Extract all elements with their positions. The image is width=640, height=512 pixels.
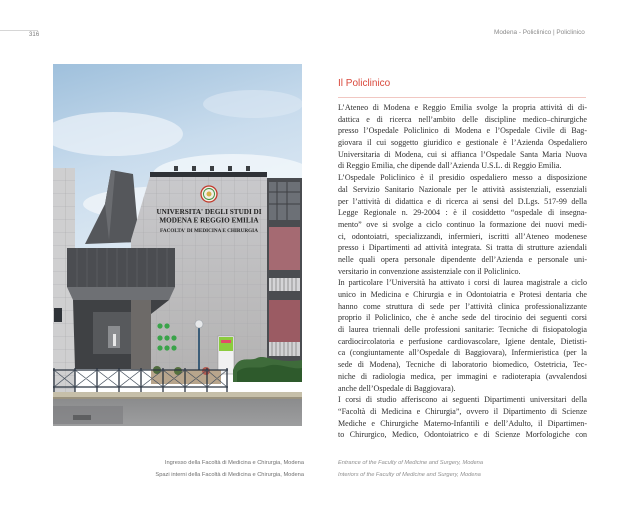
body-line: di laurea triennali delle professioni sanitarie: Tecniche di fisiopatologia — [338, 325, 587, 335]
body-line: presso i Dipartimenti ad attività integrata. Si tratta di strutture aziendali — [338, 243, 587, 253]
body-line: giovara il cui soggetto giuridico e gestionale è l’Azienda Ospedaliero — [338, 138, 587, 148]
body-line: L’Ateneo di Modena e Reggio Emilia svolge la propria attività di di- — [338, 103, 587, 112]
sign-line-1: UNIVERSITA' DEGLI STUDI DI — [156, 208, 262, 216]
body-line: versitario in convenzione assistenziale con il Policlinico. — [338, 266, 521, 276]
caption-italian-1: Ingresso della Facoltà di Medicina e Chirurgia, Modena — [164, 460, 304, 466]
sidewalk — [53, 392, 302, 397]
body-line: Legge Regionale n. 29-2004 : è il cosiddetto “ospedale di insegna- — [338, 208, 587, 218]
header-rule — [0, 30, 38, 31]
body-line: nelle quali opera personale dipendente dell’Azienda e personale uni- — [338, 254, 587, 264]
building-photo — [53, 64, 302, 426]
body-line: di Reggio Emilia, che dipende dall’Azienda U.S.L. di Reggio Emilia. — [338, 161, 562, 171]
body-line: L’Ospedale Policlinico è il presidio ospedaliero messo a disposizione — [338, 173, 587, 183]
sign-line-2: MODENA E REGGIO EMILIA — [159, 216, 259, 225]
body-line: dattica e di ricerca nell’ambito delle discipline medico–chirurgiche — [338, 114, 587, 124]
caption-italian-2: Spazi interni della Facoltà di Medicina e Chirurgia, Modena — [155, 472, 304, 478]
body-line: dal Servizio Sanitario Nazionale per le attività assistenziali, essenziali — [338, 184, 587, 194]
page-number: 316 — [29, 32, 40, 38]
body-line: per l’attività di didattica e di ricerca ai sensi del D.Lgs. 517-99 della — [338, 196, 587, 206]
body-line: I corsi di studio afferiscono ai seguenti Dipartimenti universitari della — [338, 395, 587, 405]
body-line: mento” ove si svolge a ciclo continuo la formazione dei nuovi medi- — [338, 219, 587, 229]
body-line: ci, odontoiatri, specializzandi, infermieri, iscritti all’Ateneo modenese — [338, 231, 587, 241]
body-line: Universitaria di Modena, cui si affianca l’Ospedale Santa Maria Nuova — [338, 149, 587, 159]
body-line: niche di radiologia medica, per immagini e radioterapia (avvalendosi — [338, 371, 587, 381]
body-line: proprio il Policlinico, che è anche sede del tirocinio dei seguenti corsi — [338, 313, 587, 323]
section-title: Il Policlinico — [338, 78, 391, 89]
caption-english-2: Interiors of the Faculty of Medicine and Surgery, Modena — [338, 472, 481, 478]
body-line: presso l’Ospedale Policlinico di Modena e l’Ospedale Civile di Bag- — [338, 126, 587, 136]
body-line: hanno come struttura di sede per l’attività clinica professionalizzante — [338, 301, 587, 311]
body-line: unico in Medicina e Chirurgia e in Odontoiatria e Protesi dentaria che — [338, 290, 587, 299]
body-line: Mediche e Chirurgiche Materno-Infantili e dell’Adulto, il Dipartimen- — [338, 418, 587, 428]
body-line: “Facoltà di Medicina e Chirurgia”, ovvero il Dipartimento di Scienze — [338, 406, 587, 416]
overhang-box — [67, 248, 175, 287]
title-rule — [338, 97, 586, 98]
running-head: Modena - Policlinico | Policlinico — [494, 29, 585, 36]
body-line: In particolare l’Università ha attivato i corsi di laurea magistrale a ciclo — [338, 278, 587, 288]
caption-english-1: Entrance of the Faculty of Medicine and Surgery, Modena — [338, 460, 484, 466]
article-body — [338, 102, 587, 441]
sign-line-3: FACOLTA' DI MEDICINA E CHIRURGIA — [160, 228, 258, 234]
body-line: to Chirurgico, Medico, Odontoiatrico e di Scienze Morfologiche con — [338, 430, 587, 440]
body-line: ca (congiuntamente all’Ospedale di Baggiovara), Infermieristica (per la — [338, 348, 587, 358]
body-line: anche dell’Ospedale di Baggiovara). — [338, 383, 456, 393]
body-line: sede di Modena), Tecniche di laboratorio biomedico, Ostetricia, Tec- — [338, 360, 587, 370]
body-line: cardiocircolatoria e perfusione cardiovascolare, Igiene dentale, Dietisti- — [338, 336, 587, 346]
